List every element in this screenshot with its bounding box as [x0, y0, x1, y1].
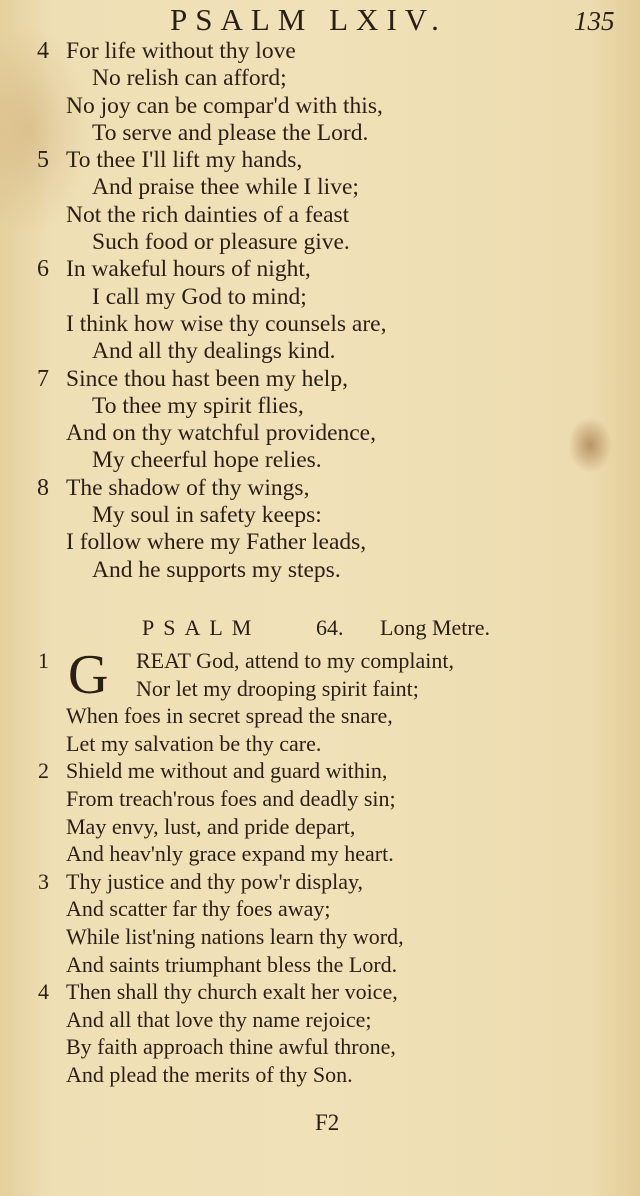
verse-line: Nor let my drooping spirit faint; [136, 675, 419, 701]
line-text: In wakeful hours of night, [66, 256, 311, 283]
verse-line: My cheerful hope relies. [92, 447, 322, 474]
line-text: Thy justice and thy pow'r display, [66, 868, 364, 894]
stanza-number: 7 [37, 365, 49, 392]
verse-line [0, 475, 640, 502]
stanza [0, 978, 640, 1088]
stanza [0, 757, 640, 867]
line-text: To thee I'll lift my hands, [66, 147, 303, 174]
stanza [0, 644, 640, 757]
verse-line: From treach'rous foes and deadly sin; [66, 785, 396, 811]
stanza [0, 366, 640, 475]
stanza-number: 2 [38, 758, 49, 784]
drop-cap: G [68, 644, 109, 706]
verse-line: Let my salvation be thy care. [66, 730, 322, 756]
verse-line [0, 256, 640, 283]
verse-line: To thee my spirit flies, [92, 392, 304, 419]
verse-line: May envy, lust, and pride depart, [66, 813, 356, 839]
verse-line: And heav'nly grace expand my heart. [66, 841, 394, 867]
verse-line: And scatter far thy foes away; [66, 896, 331, 922]
second-hymn [0, 644, 640, 1089]
verse-line: Not the rich dainties of a feast [66, 201, 350, 228]
stanza [0, 147, 640, 256]
verse-line: While list'ning nations learn thy word, [66, 923, 404, 949]
line-text: REAT God, attend to my complaint, [136, 648, 454, 673]
stanza-number: 3 [38, 868, 49, 894]
verse-line: No relish can afford; [92, 65, 287, 92]
line-text: Since thou hast been my help, [66, 365, 348, 392]
verse-line [0, 38, 640, 65]
stanza-number: 6 [37, 256, 49, 283]
signature-mark: F2 [315, 1110, 340, 1135]
verse-line: I think how wise thy counsels are, [66, 310, 387, 337]
verse-line: And plead the merits of thy Son. [66, 1061, 353, 1087]
stanza-number: 4 [37, 38, 49, 64]
line-text: For life without thy love [66, 38, 296, 64]
stanza-number: 5 [37, 147, 49, 174]
verse-line: My soul in safety keeps: [92, 502, 322, 529]
heading-number: 64. [316, 615, 344, 640]
line-text: Shield me without and guard within, [66, 758, 388, 784]
verse-line: Such food or pleasure give. [92, 229, 350, 256]
stanza [0, 38, 640, 147]
stanza [0, 475, 640, 584]
verse-line: And all thy dealings kind. [92, 338, 336, 365]
heading-psalm: PSALM [142, 615, 261, 640]
verse-line: I follow where my Father leads, [66, 529, 367, 556]
verse-line: To serve and please the Lord. [92, 119, 369, 146]
verse-line: And he supports my steps. [92, 556, 341, 583]
verse-line: By faith approach thine awful throne, [66, 1034, 396, 1060]
verse-line [0, 868, 640, 896]
verse-line: And all that love thy name rejoice; [66, 1006, 372, 1032]
first-hymn [0, 38, 640, 584]
page-number: 135 [574, 6, 615, 36]
verse-line [0, 647, 640, 675]
verse-line [0, 757, 640, 785]
running-head: PSALM LXIV. [170, 2, 447, 37]
verse-line: And praise thee while I live; [92, 174, 359, 201]
verse-line [0, 147, 640, 174]
heading-metre: Long Metre. [380, 615, 490, 640]
verse-line: No joy can be compar'd with this, [66, 92, 383, 119]
section-heading [0, 613, 640, 643]
verse-line [0, 978, 640, 1006]
line-text: Then shall thy church exalt her voice, [66, 979, 398, 1005]
line-text: The shadow of thy wings, [66, 474, 310, 501]
stanza-number: 4 [38, 979, 49, 1005]
verse-line: I call my God to mind; [92, 283, 307, 310]
verse-line: And saints triumphant bless the Lord. [66, 951, 398, 977]
stanza-number: 1 [38, 648, 49, 673]
stanza [0, 256, 640, 365]
verse-line [0, 366, 640, 393]
verse-line: When foes in secret spread the snare, [66, 703, 393, 729]
stanza-number: 8 [37, 474, 49, 501]
stanza [0, 868, 640, 978]
verse-line: And on thy watchful providence, [66, 420, 376, 447]
